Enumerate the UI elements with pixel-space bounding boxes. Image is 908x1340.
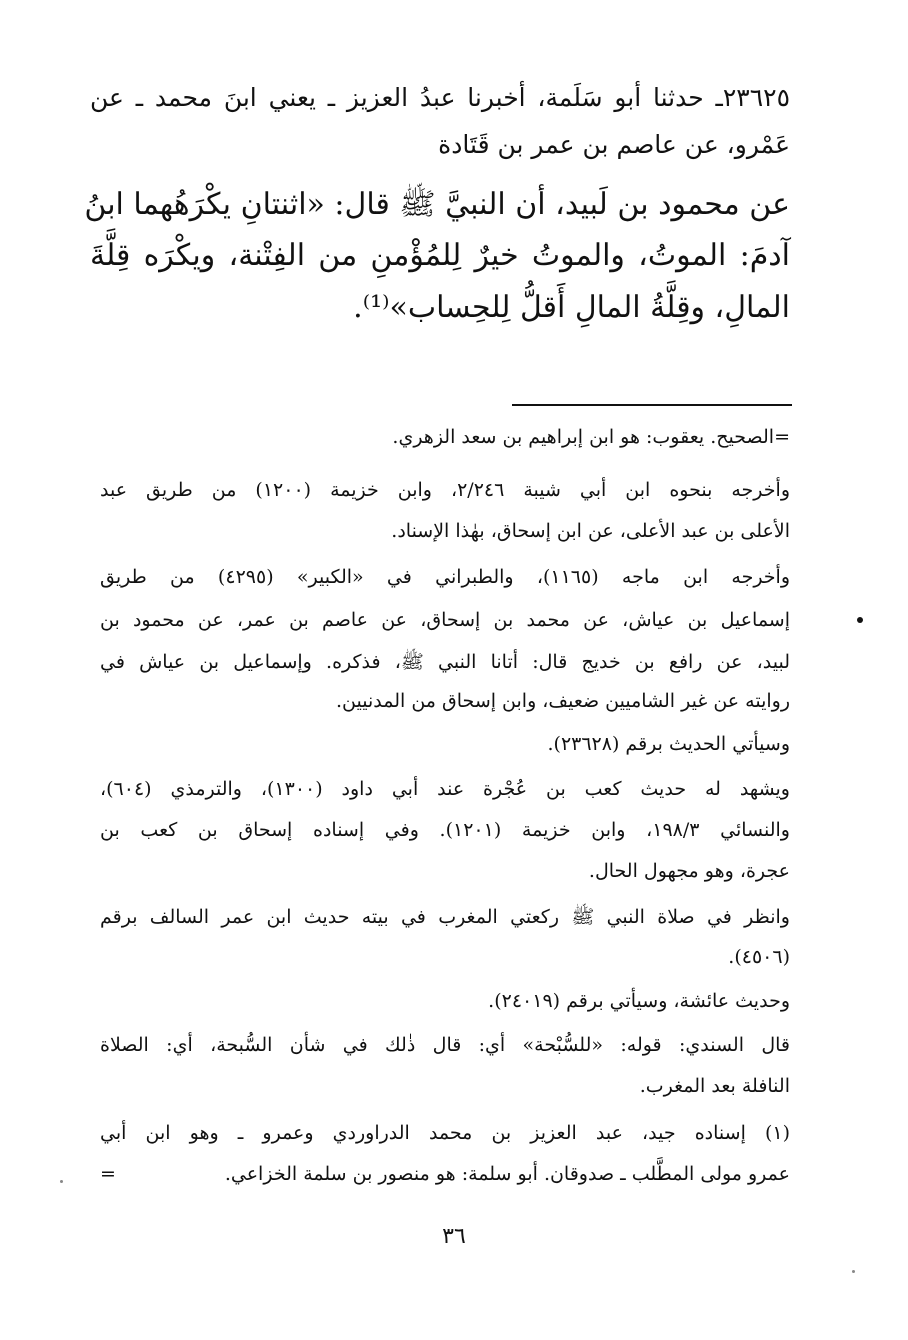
footnote-line: (١) إسناده جيد، عبد العزيز بن محمد الدراوردي وعمرو ـ وهو ابن أبي — [100, 1122, 790, 1144]
footnote-line: والنسائي ١٩٨/٣، وابن خزيمة (١٢٠١). وفي إسناده إسحاق بن كعب بن — [100, 819, 790, 841]
page-number: ٣٦ — [442, 1224, 466, 1249]
matn-line-2: آدمَ: الموتُ، والموتُ خيرٌ لِلمُؤْمنِ من الفِتْنة، ويكْرَه قِلَّةَ — [90, 238, 790, 273]
continuation-mark: = — [100, 1163, 116, 1185]
footnote-line: وانظر في صلاة النبي ﷺ ركعتي المغرب في بيته حديث ابن عمر السالف برقم — [100, 906, 790, 928]
footnote-line: عمرو مولى المطَّلب ـ صدوقان. أبو سلمة: هو منصور بن سلمة الخزاعي. — [224, 1163, 790, 1185]
isnad-line-1: ٢٣٦٢٥ـ حدثنا أبو سَلَمة، أخبرنا عبدُ العزيز ـ يعني ابنَ محمد ـ عن — [90, 83, 790, 112]
footnote-line: وحديث عائشة، وسيأتي برقم (٢٤٠١٩). — [488, 990, 790, 1012]
footnote-line: =الصحيح. يعقوب: هو ابن إبراهيم بن سعد الزهري. — [392, 426, 790, 448]
scan-speck — [60, 1180, 63, 1183]
matn-line-3: المالِ، وقِلَّةُ المالِ أَقلُّ لِلحِساب»⁽¹⁾. — [353, 290, 790, 325]
footnote-line: وسيأتي الحديث برقم (٢٣٦٢٨). — [547, 733, 790, 755]
footnote-line: روايته عن غير الشاميين ضعيف، وابن إسحاق من المدنيين. — [336, 690, 790, 712]
footnote-line: وأخرجه ابن ماجه (١١٦٥)، والطبراني في «الكبير» (٤٢٩٥) من طريق — [100, 566, 791, 588]
footnote-separator — [512, 404, 792, 406]
margin-dot — [857, 617, 863, 623]
isnad-line-2: عَمْرو، عن عاصم بن عمر بن قَتَادة — [438, 130, 790, 159]
footnote-line: (٤٥٠٦). — [728, 946, 790, 968]
footnote-line: النافلة بعد المغرب. — [639, 1075, 790, 1097]
footnote-line: الأعلى بن عبد الأعلى، عن ابن إسحاق، بهٰذا الإسناد. — [391, 520, 790, 542]
footnote-line: قال السندي: قوله: «للسُّبْحة» أي: قال ذٰلك في شأن السُّبحة، أي: الصلاة — [100, 1034, 790, 1056]
footnote-line: لبيد، عن رافع بن خديج قال: أتانا النبي ﷺ، فذكره. وإسماعيل بن عياش في — [100, 651, 790, 673]
matn-line-1: عن محمود بن لَبيد، أن النبيَّ ﷺ قال: «اثنتانِ يكْرَهُهما ابنُ — [84, 187, 790, 222]
footnote-line: إسماعيل بن عياش، عن محمد بن إسحاق، عن عاصم بن عمر، عن محمود بن — [100, 609, 790, 631]
scan-speck — [852, 1270, 855, 1273]
footnote-line: عجرة، وهو مجهول الحال. — [588, 860, 790, 882]
footnote-line: ويشهد له حديث كعب بن عُجْرة عند أبي داود (١٣٠٠)، والترمذي (٦٠٤)، — [100, 778, 790, 800]
footnote-line: وأخرجه بنحوه ابن أبي شيبة ٢/٢٤٦، وابن خزيمة (١٢٠٠) من طريق عبد — [100, 479, 790, 501]
